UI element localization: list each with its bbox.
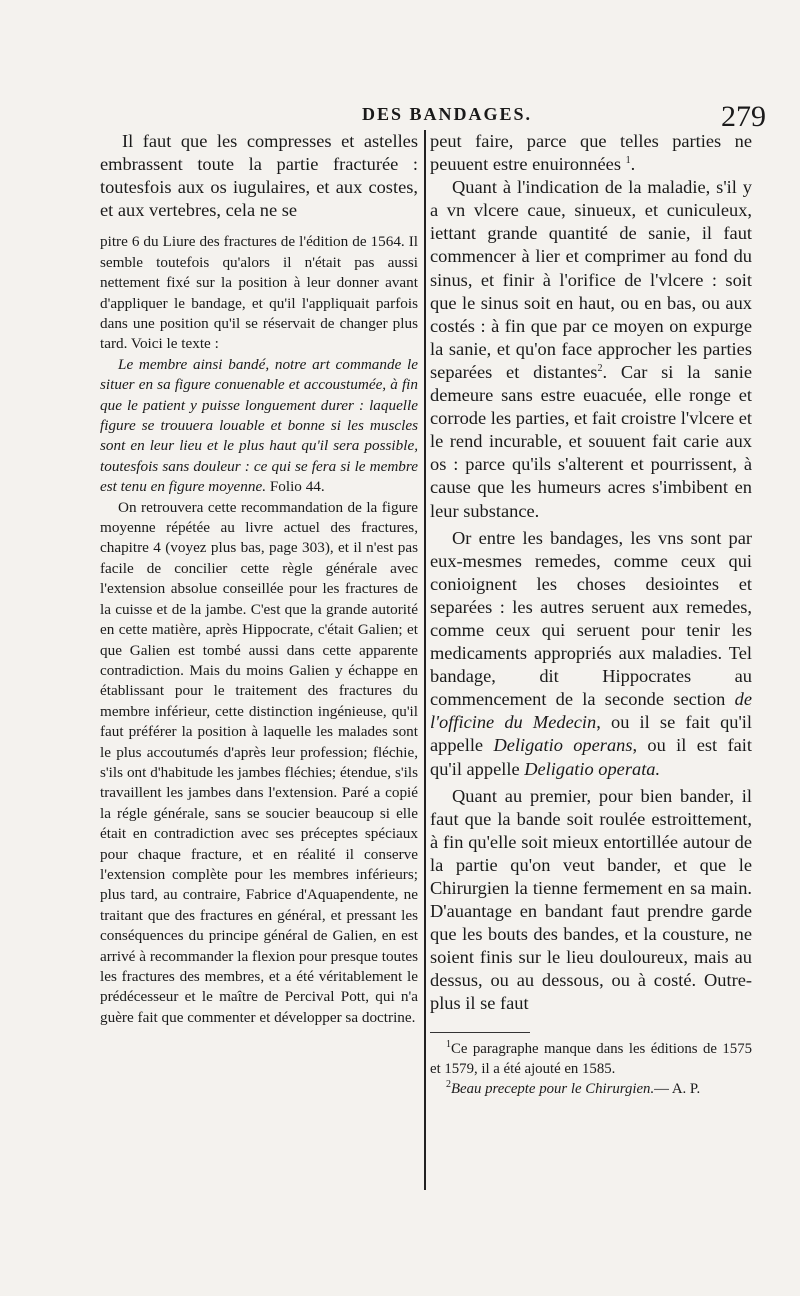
left-column	[100, 130, 418, 1028]
footnote-2: $^2$Beau precepte pour le Chirurgien.— A. P.	[446, 1078, 701, 1097]
editor-note	[100, 232, 418, 1028]
page-number: 279	[721, 100, 766, 133]
quote-ref: Folio 44.	[269, 478, 325, 496]
paragraph-indication: Quant à l'indication de la maladie, s'il y a vn vlcere caue, sinueux, et cuniculeux, iettant grande quantité de sanie, il faut commencer à lier et comprimer au fond du sinus, et finir à l'orifice de l'vlcere : soit que le sinus soit en haut, ou en bas, ou aux costés : à fin que par ce moyen on expurge la sanie, et qu'on face approcher les parties separées et distantes$^2$. Car si la sanie demeure sans estre euacuée, elle ronge et corrode les parties, et fait croistre l'vlcere et le rend incurable, et souuent fait carie aux os : parce qu'ils s'alterent et pourrissent, à cause que les humeurs acres s'imbibent en leur substance.	[430, 177, 752, 521]
note-paragraph-2: On retrouvera cette recommandation de la figure moyenne répétée au livre actuel des fractures, chapitre 4 (voyez plus bas, page 303), et il n'est pas facile de concilier cette règle générale avec l'extension absolue conseillée pour les fractures de la cuisse et de la jambe. C'est que la grande autorité en cette matière, après Hippocrate, c'était Galien; et que Galien est tombé aussi dans cette apparente contradiction. Mais du moins Galien y échappe en établissant pour le traitement des fractures du membre inférieur, cette distinction ingénieuse, qu'il faut préférer la position à laquelle les malades sont le plus accoutumés d'après leur profession; fléchie, s'ils ont d'habitude les jambes fléchies; étendue, s'ils travaillent les jambes dans l'extension. Paré a copié la régle générale, sans se soucier beaucoup si elle était en contradiction avec ses préceptes spéciaux pour chaque fracture, et en réalité il conserve l'extension complète pour les membres inférieurs; plus tard, au contraire, Fabrice d'Aquapendente, ne traitant que des fractures en général, et pressant les conséquences du principe général de Galien, en est arrivé à recommander la flexion pour presque toutes les fractures des membres, et a été véritablement le prédécesseur et le maître de Percival Pott, qui n'a guère fait que commenter et développer sa doctrine.	[100, 498, 418, 1026]
footnote-ref-1: 1	[625, 154, 631, 166]
paragraph-bander: Quant au premier, pour bien bander, il faut que la bande soit roulée estroittement, à fin qu'elle soit mieux entortillée autour de la partie qu'on veut bander, et que le Chirurgien la tienne fermement en sa main. D'auantage en bandant faut prendre garde que les bouts des bandes, et la cousture, ne soient finis sur le lieu douloureux, mais au dessus, ou au dessous, ou à costé. Outre-plus il se faut	[430, 785, 752, 1014]
main-text-left: Il faut que les compresses et astelles embrassent toute la partie fracturée : toutesfois aux os iugulaires, et aux costes, et aux vertebres, cela ne se	[100, 131, 418, 221]
footnote-rule	[430, 1032, 530, 1033]
column-rule	[424, 130, 426, 1190]
footnotes	[430, 1039, 752, 1099]
footnote-1: $^1$Ce paragraphe manque dans les éditions de 1575 et 1579, il a été ajouté en 1585.	[430, 1038, 752, 1077]
paragraph-continued: peut faire, parce que telles parties ne peuuent estre enuironnées $^1$.	[430, 131, 752, 175]
right-column	[430, 130, 752, 1099]
footnote-ref-2: 2	[597, 362, 603, 374]
quoted-text: Le membre ainsi bandé, notre art commande le situer en sa figure conuenable et accoustumée, à fin que le patient y puisse longuement durer : laquelle figure se trouuera louable et bonne si les muscles sont en leur lieu et le plus haut qu'il sera possible, toutesfois sans douleur : ce qui se fera si le membre est tenu en figure moyenne. Folio 44.	[100, 355, 418, 496]
note-paragraph-1: pitre 6 du Liure des fractures de l'édition de 1564. Il semble toutefois qu'alors il n'était pas aussi nettement fixé sur la position à leur donner avant d'appliquer le bandage, et qu'il l'appliquait parfois dans une position qu'il se réservait de changer plus tard. Voici le texte :	[100, 233, 418, 353]
running-head: DES BANDAGES.	[362, 104, 533, 124]
paragraph-bandages: Or entre les bandages, les vns sont par eux-mesmes remedes, comme ceux qui conioignent les choses desiointes et separées : les autres seruent aux remedes, comme ceux qui seruent pour tenir les medicaments appropriés aux maladies. Tel bandage, dit Hippocrates au commencement de la seconde section de l'officine du Medecin, ou il se fait qu'il appelle Deligatio operans, ou il est fait qu'il appelle Deligatio operata.	[430, 527, 753, 779]
